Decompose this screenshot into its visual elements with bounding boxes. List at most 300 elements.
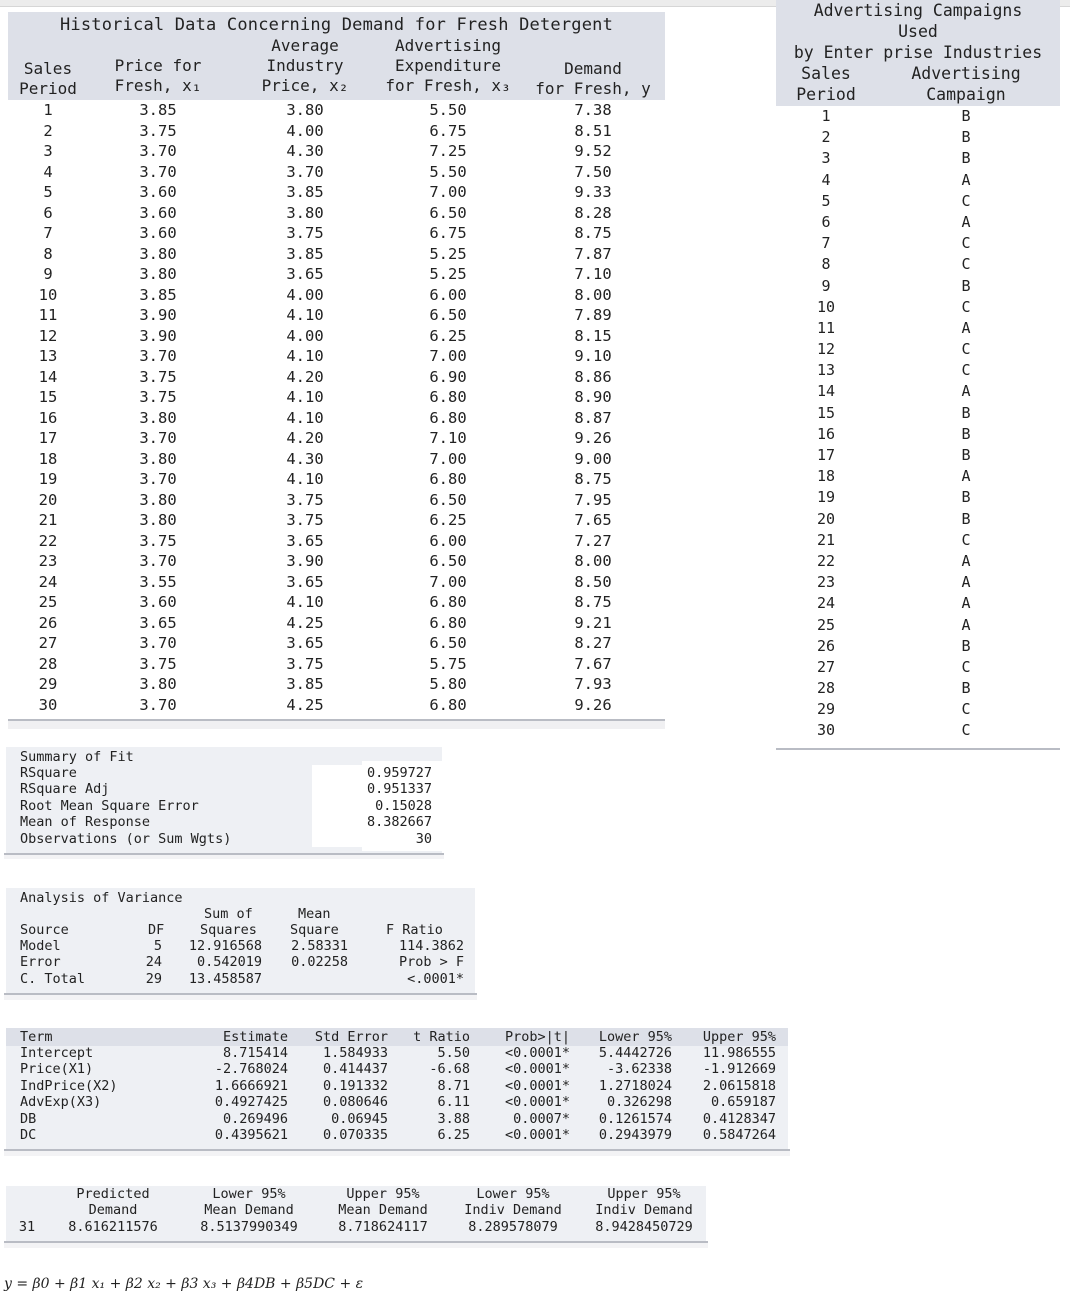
- header-text: for Fresh, y: [535, 79, 651, 98]
- title-text: Advertising Campaigns: [813, 1, 1023, 20]
- table-cell: C: [961, 700, 971, 719]
- table-cell: 7.93: [574, 675, 612, 693]
- table-row: [8, 613, 665, 634]
- table-cell: 11: [816, 318, 836, 337]
- summary-label: Root Mean Square Error: [20, 797, 199, 814]
- table-cell: 21: [816, 530, 836, 549]
- historical-table-title: Historical Data Concerning Demand for Fresh Detergent: [59, 15, 614, 35]
- table-cell: 22: [38, 531, 58, 550]
- table-cell: 9.33: [574, 183, 612, 201]
- table-cell: 7.27: [574, 531, 612, 550]
- table-cell: 3.70: [286, 162, 324, 181]
- table-row: [8, 100, 665, 121]
- table-cell: 3.80: [139, 408, 177, 427]
- table-row: [776, 127, 1060, 148]
- param-cell: <0.0001*: [504, 1077, 570, 1094]
- table-cell: 4.10: [286, 470, 324, 488]
- table-cell: 6.50: [429, 634, 467, 652]
- table-row: [8, 121, 665, 142]
- table-cell: 6.80: [429, 388, 467, 406]
- title-text: by Enter prise Industries: [793, 43, 1043, 62]
- table-row: [776, 699, 1060, 720]
- table-cell: 19: [38, 470, 58, 488]
- table-cell: 6.25: [429, 511, 467, 529]
- table-cell: 3.70: [139, 142, 177, 160]
- prediction-value: 8.5137990349: [200, 1219, 298, 1235]
- table-cell: 3.75: [139, 654, 177, 673]
- param-cell: 0.4128347: [702, 1110, 776, 1127]
- table-cell: 6.50: [429, 552, 467, 570]
- table-row: [776, 424, 1060, 445]
- table-cell: C: [961, 530, 971, 549]
- table-cell: 7.50: [574, 162, 612, 181]
- table-cell: 3.85: [139, 285, 177, 304]
- header-demand: [528, 59, 658, 99]
- param-cell: 0.0007*: [513, 1110, 570, 1127]
- prediction-value: 8.289578079: [468, 1219, 558, 1235]
- table-row: [776, 615, 1060, 636]
- table-cell: 18: [38, 449, 58, 468]
- header-industry-price: [248, 36, 362, 96]
- header-sales-period: [8, 59, 88, 99]
- table-cell: B: [961, 424, 971, 443]
- table-cell: C: [961, 361, 971, 380]
- prediction-header: Mean Demand: [338, 1202, 428, 1218]
- table-cell: 8.00: [574, 552, 612, 570]
- table-cell: 7: [821, 234, 831, 253]
- table-row: [776, 720, 1060, 741]
- table-cell: 6.00: [429, 285, 467, 304]
- table-cell: C: [961, 234, 971, 253]
- table-cell: 8.27: [574, 634, 612, 652]
- anova-ss: 0.542019: [196, 954, 262, 971]
- table-cell: 7.00: [429, 347, 467, 365]
- table-cell: 3.55: [139, 572, 177, 591]
- table-row: [8, 531, 665, 552]
- table-cell: B: [961, 636, 971, 655]
- table-cell: 4.20: [286, 367, 324, 386]
- table-row: [8, 264, 665, 285]
- table-cell: 3.70: [139, 470, 177, 488]
- header-text: Price for: [114, 56, 202, 75]
- table-row: [776, 678, 1060, 699]
- param-cell: 8.715414: [222, 1045, 288, 1061]
- param-header: t Ratio: [413, 1029, 470, 1045]
- table-cell: 6.00: [429, 531, 467, 550]
- table-cell: 28: [38, 654, 58, 673]
- table-cell: 16: [38, 408, 58, 427]
- table-cell: 10: [816, 297, 836, 316]
- table-cell: 26: [816, 636, 836, 655]
- table-cell: A: [961, 318, 971, 337]
- table-cell: 29: [38, 675, 58, 693]
- table-cell: 24: [816, 594, 836, 613]
- anova-ss: 12.916568: [188, 938, 262, 954]
- table-cell: B: [961, 149, 971, 168]
- table-cell: 30: [816, 721, 836, 740]
- table-cell: 8.86: [574, 367, 612, 386]
- table-row: [776, 445, 1060, 466]
- table-cell: 3.75: [139, 531, 177, 550]
- param-cell: Intercept: [20, 1045, 94, 1061]
- table-row: [776, 233, 1060, 254]
- table-cell: 9.26: [574, 695, 612, 714]
- prediction-header: Upper 95%: [607, 1186, 681, 1202]
- table-cell: 6: [821, 212, 831, 231]
- table-cell: 18: [816, 467, 836, 486]
- param-cell: 0.080646: [322, 1094, 388, 1111]
- table-cell: 3.90: [139, 326, 177, 345]
- summary-of-fit-panel: [6, 747, 442, 857]
- table-cell: 12: [38, 326, 58, 345]
- table-cell: C: [961, 721, 971, 740]
- table-cell: B: [961, 679, 971, 698]
- table-cell: 3.75: [139, 121, 177, 140]
- table-cell: 6.75: [429, 121, 467, 140]
- prediction-header: Predicted: [76, 1186, 150, 1202]
- table-cell: 9.52: [574, 142, 612, 160]
- table-cell: 2: [43, 121, 53, 140]
- table-cell: 15: [816, 403, 836, 422]
- table-cell: 27: [816, 657, 836, 676]
- prediction-header: Indiv Demand: [595, 1202, 693, 1218]
- param-cell: 3.88: [437, 1110, 470, 1127]
- table-cell: 3.75: [286, 654, 324, 673]
- table-cell: 4.10: [286, 347, 324, 365]
- panel-bottom-border: [4, 993, 477, 1000]
- anova-header-df: DF: [148, 922, 165, 938]
- prediction-header: Lower 95%: [476, 1186, 550, 1202]
- table-cell: A: [961, 551, 971, 570]
- table-row: [8, 367, 665, 388]
- table-cell: A: [961, 615, 971, 634]
- param-header: Prob>|t|: [504, 1029, 570, 1045]
- param-cell: 0.06945: [331, 1110, 388, 1127]
- prediction-value: 8.718624117: [338, 1219, 428, 1235]
- table-cell: 3.70: [139, 162, 177, 181]
- header-text: Fresh, x₁: [114, 76, 202, 95]
- table-cell: 15: [38, 388, 58, 406]
- table-cell: 14: [816, 382, 836, 401]
- anova-df: 5: [153, 938, 162, 954]
- summary-value: 0.15028: [312, 798, 432, 814]
- table-cell: 9.26: [574, 429, 612, 447]
- table-cell: 3.75: [286, 511, 324, 529]
- table-cell: 5.80: [429, 675, 467, 693]
- table-cell: 3.80: [139, 511, 177, 529]
- table-row: [8, 551, 665, 572]
- campaign-table-body: [776, 106, 1060, 742]
- table-cell: 17: [38, 429, 58, 447]
- panel-bottom-border: [4, 1241, 708, 1248]
- table-cell: 13: [816, 361, 836, 380]
- table-row: [776, 318, 1060, 339]
- header-text: Advertising: [911, 64, 1021, 83]
- table-cell: 25: [816, 615, 836, 634]
- summary-title: Summary of Fit: [20, 749, 134, 765]
- table-cell: 3.80: [286, 203, 324, 222]
- prediction-index: 31: [18, 1219, 36, 1235]
- prediction-header: Demand: [88, 1202, 138, 1218]
- table-cell: 4.10: [286, 593, 324, 611]
- prediction-header: Upper 95%: [346, 1186, 420, 1202]
- table-row: [776, 487, 1060, 508]
- param-cell: 0.191332: [322, 1077, 388, 1094]
- table-cell: 6.50: [429, 490, 467, 509]
- table-cell: 3.70: [139, 347, 177, 365]
- anova-ms: 2.58331: [291, 938, 348, 954]
- param-cell: Price(X1): [20, 1061, 94, 1078]
- table-cell: 7.25: [429, 142, 467, 160]
- prediction-header: Lower 95%: [212, 1186, 286, 1202]
- table-row: [8, 285, 665, 306]
- table-cell: 5.50: [429, 101, 467, 119]
- table-row: [776, 276, 1060, 297]
- table-row: [776, 360, 1060, 381]
- table-cell: 3.65: [286, 531, 324, 550]
- campaign-table-header: [776, 0, 1060, 106]
- table-cell: 20: [38, 490, 58, 509]
- table-cell: 7.67: [574, 654, 612, 673]
- table-row: [8, 654, 665, 675]
- table-cell: 4.00: [286, 326, 324, 345]
- table-cell: 3.65: [286, 634, 324, 652]
- table-cell: 7.00: [429, 449, 467, 468]
- table-row: [776, 170, 1060, 191]
- anova-source: Model: [20, 938, 61, 954]
- table-cell: 6.80: [429, 593, 467, 611]
- param-cell: 8.71: [437, 1077, 470, 1094]
- table-cell: 5: [43, 183, 53, 201]
- table-row: [8, 305, 665, 326]
- table-cell: 6: [43, 203, 53, 222]
- anova-title: Analysis of Variance: [20, 890, 183, 906]
- table-cell: 6.50: [429, 306, 467, 324]
- table-cell: B: [961, 509, 971, 528]
- table-cell: A: [961, 382, 971, 401]
- table-row: [776, 297, 1060, 318]
- table-cell: 11: [38, 306, 58, 324]
- param-cell: 0.269496: [222, 1110, 288, 1127]
- table-bottom-border: [776, 748, 1060, 750]
- table-row: [8, 244, 665, 265]
- table-cell: 30: [38, 695, 58, 714]
- table-cell: 2: [821, 128, 831, 147]
- summary-label: Mean of Response: [20, 814, 151, 831]
- table-cell: 4.10: [286, 408, 324, 427]
- param-cell: <0.0001*: [504, 1045, 570, 1061]
- table-cell: 8.75: [574, 224, 612, 242]
- table-cell: 3.65: [139, 613, 177, 632]
- summary-value: 8.382667: [312, 814, 432, 830]
- table-cell: 13: [38, 347, 58, 365]
- table-row: [776, 148, 1060, 169]
- table-cell: 1: [43, 101, 53, 119]
- table-cell: 3.75: [286, 490, 324, 509]
- title-text: Used: [898, 22, 938, 41]
- param-cell: 1.584933: [322, 1045, 388, 1061]
- table-row: [8, 674, 665, 695]
- table-cell: C: [961, 255, 971, 274]
- table-cell: 8.75: [574, 470, 612, 488]
- param-cell: 5.50: [437, 1045, 470, 1061]
- table-cell: 3: [43, 142, 53, 160]
- param-cell: 11.986555: [702, 1045, 776, 1061]
- table-cell: 23: [816, 573, 836, 592]
- summary-label: RSquare: [20, 765, 77, 781]
- table-cell: B: [961, 128, 971, 147]
- prediction-panel: [6, 1186, 706, 1246]
- table-cell: C: [961, 340, 971, 359]
- param-cell: 0.4395621: [214, 1127, 288, 1143]
- param-cell: 0.070335: [322, 1127, 388, 1143]
- param-cell: -6.68: [429, 1061, 470, 1078]
- anova-df: 29: [145, 970, 162, 987]
- table-row: [776, 657, 1060, 678]
- param-header: Lower 95%: [598, 1029, 672, 1045]
- table-row: [8, 449, 665, 470]
- table-cell: 8.50: [574, 572, 612, 591]
- param-header: Estimate: [222, 1029, 288, 1045]
- table-cell: 8.87: [574, 408, 612, 427]
- table-cell: 4.25: [286, 613, 324, 632]
- table-cell: 9.21: [574, 613, 612, 632]
- anova-ms: 0.02258: [291, 954, 348, 971]
- prediction-value: 8.616211576: [68, 1219, 158, 1235]
- table-cell: 3.80: [286, 101, 324, 119]
- table-cell: 6.50: [429, 203, 467, 222]
- table-cell: 8.51: [574, 121, 612, 140]
- table-cell: A: [961, 467, 971, 486]
- parameter-estimates-panel: [6, 1028, 788, 1156]
- table-cell: 4: [821, 170, 831, 189]
- table-row: [776, 593, 1060, 614]
- table-cell: 8.28: [574, 203, 612, 222]
- table-row: [776, 551, 1060, 572]
- summary-label: Observations (or Sum Wgts): [20, 830, 232, 847]
- anova-df: 24: [145, 954, 162, 971]
- campaign-table-title: [776, 0, 1060, 63]
- anova-header-f-ratio: F Ratio: [386, 922, 443, 938]
- prediction-header: Mean Demand: [204, 1202, 294, 1218]
- table-row: [776, 509, 1060, 530]
- table-cell: 9.10: [574, 347, 612, 365]
- table-cell: 3.70: [139, 552, 177, 570]
- table-cell: 4.30: [286, 142, 324, 160]
- table-cell: 4.00: [286, 121, 324, 140]
- table-row: [776, 466, 1060, 487]
- table-cell: 5.25: [429, 265, 467, 283]
- table-cell: 4.00: [286, 285, 324, 304]
- anova-header-squares: Squares: [200, 922, 257, 938]
- table-cell: 9: [821, 276, 831, 295]
- param-cell: <0.0001*: [504, 1127, 570, 1143]
- table-cell: 14: [38, 367, 58, 386]
- table-cell: 26: [38, 613, 58, 632]
- panel-bottom-border: [4, 853, 444, 859]
- table-cell: 6.90: [429, 367, 467, 386]
- table-row: [776, 530, 1060, 551]
- table-cell: 23: [38, 552, 58, 570]
- table-row: [8, 572, 665, 593]
- table-cell: 3.85: [286, 675, 324, 693]
- table-cell: 8.90: [574, 388, 612, 406]
- param-cell: AdvExp(X3): [20, 1094, 102, 1111]
- header-text: Price, x₂: [261, 76, 349, 95]
- param-header: Term: [20, 1029, 53, 1045]
- header-text: for Fresh, x₃: [385, 76, 511, 95]
- table-cell: A: [961, 573, 971, 592]
- table-cell: 7.10: [574, 265, 612, 283]
- header-text: Campaign: [926, 85, 1006, 104]
- table-cell: B: [961, 488, 971, 507]
- anova-header-square: Square: [290, 922, 339, 938]
- table-row: [776, 212, 1060, 233]
- header-advertising: [378, 36, 518, 96]
- table-cell: 9.00: [574, 449, 612, 468]
- table-cell: 3.65: [286, 572, 324, 591]
- table-cell: 7.65: [574, 511, 612, 529]
- table-cell: 3.75: [286, 224, 324, 242]
- param-cell: -3.62338: [606, 1061, 672, 1078]
- header-advertising-campaign: [896, 63, 1036, 105]
- param-cell: 0.1261574: [598, 1110, 672, 1127]
- table-cell: 4.20: [286, 429, 324, 447]
- table-row: [776, 191, 1060, 212]
- table-bottom-border: [8, 719, 665, 729]
- table-cell: 6.80: [429, 408, 467, 427]
- table-cell: A: [961, 170, 971, 189]
- table-cell: 19: [816, 488, 836, 507]
- table-cell: 28: [816, 679, 836, 698]
- anova-ss: 13.458587: [188, 970, 262, 987]
- table-cell: 3.80: [139, 675, 177, 693]
- historical-table-body: [8, 100, 665, 715]
- table-cell: 3.60: [139, 183, 177, 201]
- anova-source: C. Total: [20, 970, 86, 987]
- table-cell: 29: [816, 700, 836, 719]
- table-cell: C: [961, 297, 971, 316]
- table-row: [8, 387, 665, 408]
- table-cell: 9: [43, 265, 53, 283]
- table-cell: 6.80: [429, 613, 467, 632]
- model-equation: y = β0 + β1 x₁ + β2 x₂ + β3 x₃ + β4DB + β5DC + ε: [4, 1276, 364, 1292]
- table-cell: 7.89: [574, 306, 612, 324]
- table-cell: 8.75: [574, 593, 612, 611]
- param-cell: 0.659187: [710, 1094, 776, 1111]
- table-row: [8, 490, 665, 511]
- table-cell: 3.70: [139, 695, 177, 714]
- table-cell: 5: [821, 191, 831, 210]
- table-cell: B: [961, 446, 971, 464]
- table-cell: 3.70: [139, 429, 177, 447]
- header-text: Period: [796, 85, 856, 104]
- table-cell: 25: [38, 593, 58, 611]
- prediction-header: Indiv Demand: [464, 1202, 562, 1218]
- param-cell: -1.912669: [702, 1061, 776, 1078]
- header-text: Sales: [801, 64, 851, 83]
- table-row: [8, 695, 665, 716]
- table-row: [776, 254, 1060, 275]
- table-cell: A: [961, 594, 971, 613]
- table-cell: 7: [43, 224, 53, 242]
- table-cell: 1: [821, 107, 831, 125]
- table-cell: 3.80: [139, 265, 177, 283]
- param-cell: 0.4927425: [214, 1094, 288, 1111]
- param-cell: 5.4442726: [598, 1045, 672, 1061]
- table-cell: 27: [38, 634, 58, 652]
- table-cell: 22: [816, 551, 836, 570]
